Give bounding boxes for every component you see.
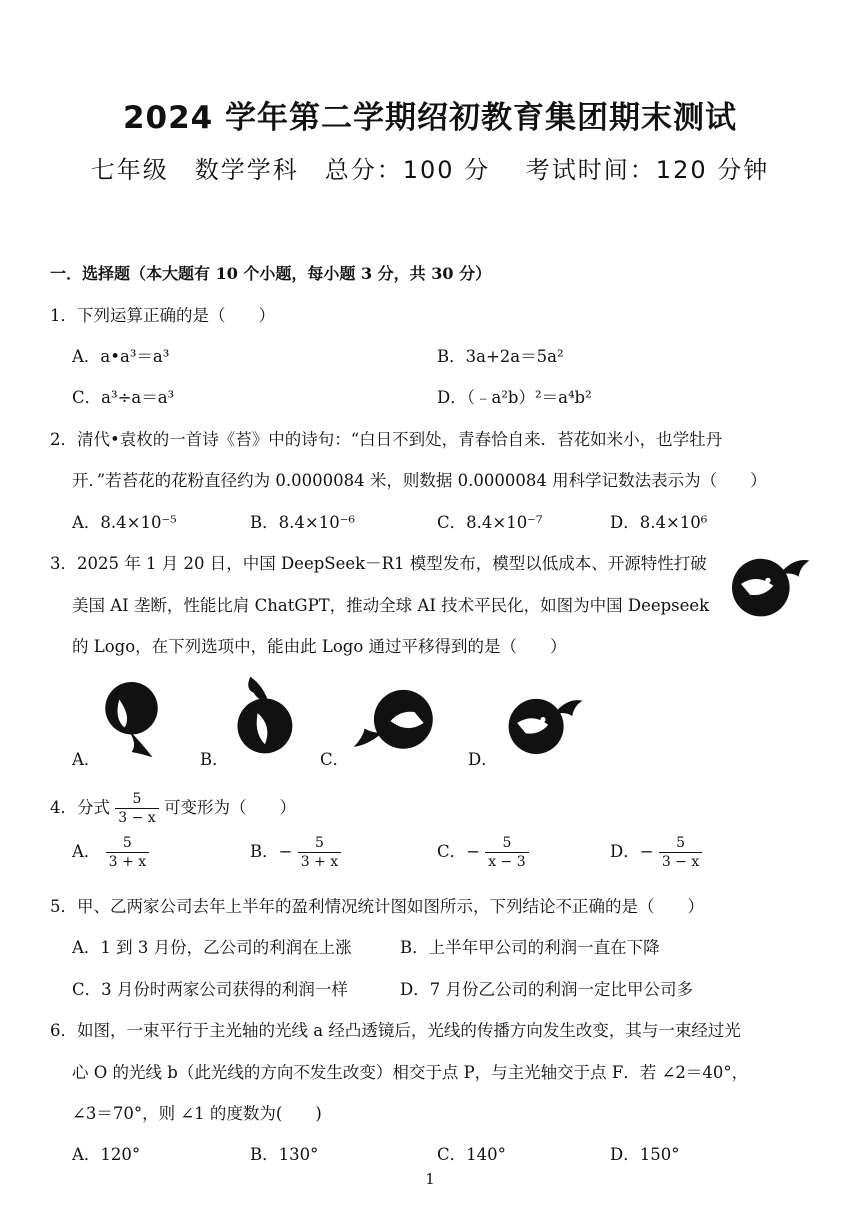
q4-option-a	[72, 834, 149, 871]
q6-option-d: D．150°	[610, 1145, 680, 1164]
q4-option-a-denominator: 3 + x	[108, 854, 147, 870]
q6-option-a: A．120°	[72, 1145, 141, 1164]
q4-option-d-denominator: 3 − x	[661, 854, 700, 870]
q6-line1: 6．如图，一束平行于主光轴的光线 a 经凸透镜后，光线的传播方向发生改变，其与一束经过光	[50, 1021, 741, 1040]
q4-option-c-numerator: 5	[485, 834, 528, 853]
q4-option-d	[610, 834, 702, 871]
exam-subtitle: 七年级 数学学科 总分：100 分 考试时间：120 分钟	[90, 156, 770, 184]
q2-line1: 2．清代•袁枚的一首诗《苔》中的诗句：“白日不到处，青春恰自来．苔花如米小，也学牡丹	[50, 430, 723, 449]
q4-option-b-fraction	[298, 834, 341, 871]
q4-option-a-fraction	[106, 834, 149, 871]
option-d-logo-icon	[500, 688, 586, 758]
q3-line3: 的 Logo，在下列选项中，能由此 Logo 通过平移得到的是（ ）	[72, 637, 567, 656]
option-a-logo-icon	[100, 672, 170, 762]
q6-line3: ∠3＝70°，则 ∠1 的度数为( )	[72, 1104, 322, 1123]
q3-option-d: D．	[468, 750, 498, 769]
q4-option-b	[250, 834, 341, 871]
q4-option-c-fraction	[485, 834, 528, 871]
page-number: 1	[425, 1170, 435, 1188]
q5-option-a: A．1 到 3 月份，乙公司的利润在上涨	[72, 938, 352, 957]
q1-stem: 1．下列运算正确的是（ ）	[50, 306, 275, 325]
q5-option-c: C．3 月份时两家公司获得的利润一样	[72, 980, 348, 999]
q4-option-d-numerator: 5	[659, 834, 702, 853]
q6-option-b: B．130°	[250, 1145, 319, 1164]
deepseek-logo-reference-icon	[722, 548, 814, 620]
q4-stem-denominator: 3 − x	[118, 810, 156, 826]
q2-line2: 开．”若苔花的花粉直径约为 0.0000084 米，则数据 0.0000084 用科学记数法表示为（ ）	[72, 471, 767, 490]
q3-option-b: B．	[200, 750, 229, 769]
exam-title: 2024 学年第二学期绍初教育集团期末测试	[122, 100, 738, 136]
q2-option-a: A．8.4×10⁻⁵	[72, 513, 177, 532]
q4-option-a-label: A．	[72, 842, 101, 861]
q4-option-b-label: B．−	[250, 842, 293, 861]
q1-option-b: B．3a+2a＝5a²	[437, 347, 564, 366]
q3-option-a: A．	[72, 750, 101, 769]
q4-stem	[50, 790, 296, 827]
option-b-logo-icon	[232, 668, 296, 762]
q1-option-d: D．（﹣a²b）²＝a⁴b²	[437, 388, 592, 407]
q3-option-c: C．	[320, 750, 350, 769]
q6-line2: 心 O 的光线 b（此光线的方向不发生改变）相交于点 P，与主光轴交于点 F．若 ∠2＝40°，	[72, 1063, 749, 1082]
q4-option-c	[437, 834, 529, 871]
q4-option-d-label: D．−	[610, 842, 654, 861]
q2-option-c: C．8.4×10⁻⁷	[437, 513, 543, 532]
q5-option-d: D．7 月份乙公司的利润一定比甲公司多	[400, 980, 693, 999]
q2-option-b: B．8.4×10⁻⁶	[250, 513, 356, 532]
q4-option-b-denominator: 3 + x	[300, 854, 339, 870]
q5-stem: 5．甲、乙两家公司去年上半年的盈利情况统计图如图所示，下列结论不正确的是（ ）	[50, 897, 704, 916]
q4-option-c-denominator: x − 3	[488, 854, 526, 870]
q1-option-c: C．a³÷a＝a³	[72, 388, 175, 407]
q6-option-c: C．140°	[437, 1145, 506, 1164]
q5-option-b: B．上半年甲公司的利润一直在下降	[400, 938, 660, 957]
q4-stem-numerator: 5	[115, 790, 158, 809]
q4-option-a-numerator: 5	[106, 834, 149, 853]
q4-stem-suffix: 可变形为（ ）	[163, 798, 296, 817]
q4-option-d-fraction	[659, 834, 702, 871]
q1-option-a: A．a•a³＝a³	[72, 347, 170, 366]
q3-line1: 3．2025 年 1 月 20 日，中国 DeepSeek－R1 模型发布，模型以低成本、开源特性打破	[50, 554, 707, 573]
q2-option-d: D．8.4×10⁶	[610, 513, 708, 532]
q4-stem-prefix: 4．分式	[50, 798, 110, 817]
q4-option-b-numerator: 5	[298, 834, 341, 853]
q3-line2: 美国 AI 垄断，性能比肩 ChatGPT，推动全球 AI 技术平民化，如图为中国 Deepseek	[72, 596, 710, 615]
option-c-logo-icon	[350, 686, 442, 760]
q4-stem-fraction	[115, 790, 158, 827]
q4-option-c-label: C．−	[437, 842, 480, 861]
section-heading: 一．选择题（本大题有 10 个小题，每小题 3 分，共 30 分）	[50, 264, 492, 283]
